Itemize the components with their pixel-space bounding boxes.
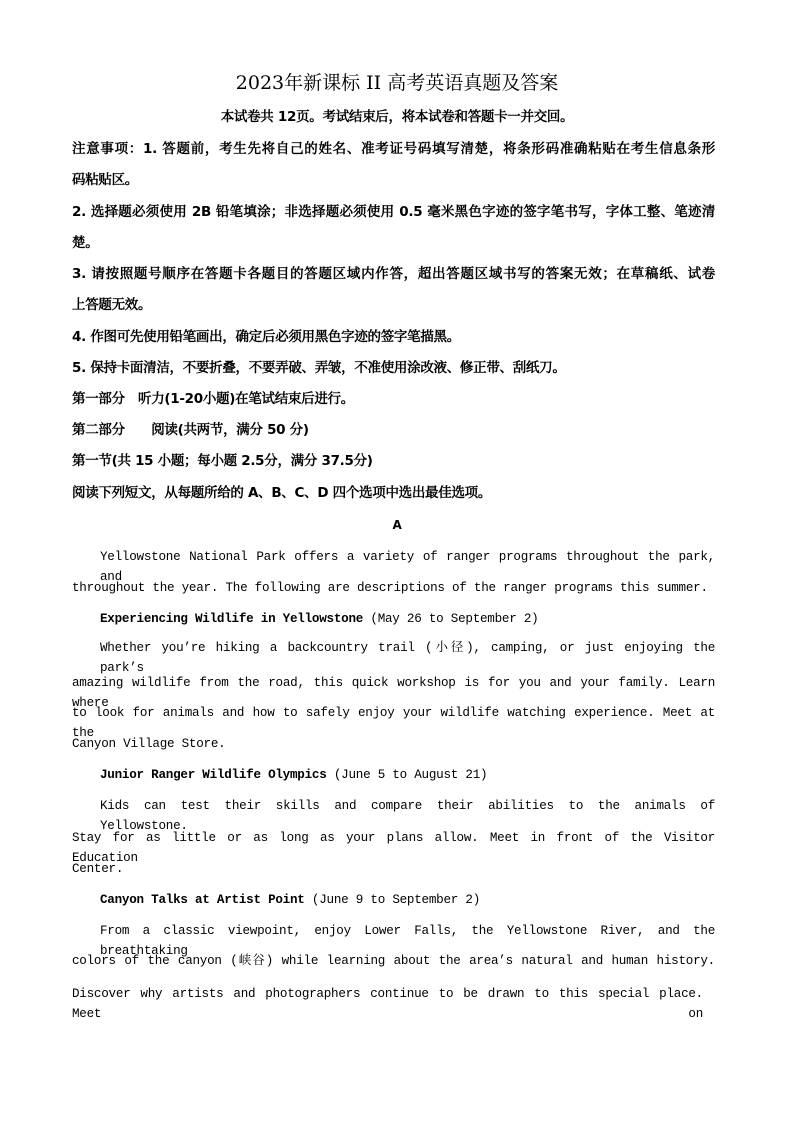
subtitle: 本试卷共 12页。考试结束后，将本试卷和答题卡一并交回。 (220, 109, 574, 125)
program-name: Junior Ranger Wildlife Olympics (100, 768, 327, 782)
program-heading-3 (72, 890, 715, 910)
program-1-line-3: to look for animals and how to safely enjoy your wildlife watching experience. Meet at the (72, 706, 715, 740)
section-1-heading: 第一节(共 15 小题；每小题 2.5分，满分 37.5分) (72, 453, 373, 469)
program-1-line-1: Whether you’re hiking a backcountry trail (小径), camping, or just enjoying the park’s (100, 641, 715, 675)
program-dates: (June 9 to September 2) (304, 893, 481, 907)
note-1-line-2: 码粘贴区。 (72, 172, 138, 188)
note-2-line-2: 楚。 (72, 235, 99, 251)
note-5: 5. 保持卡面清洁，不要折叠，不要弄破、弄皱，不准使用涂改液、修正带、刮纸刀。 (72, 360, 566, 376)
program-heading-2 (72, 765, 715, 785)
program-dates: (May 26 to September 2) (363, 612, 539, 626)
program-2-line-1: Kids can test their skills and compare their abilities to the animals of Yellowstone. (100, 799, 715, 833)
note-1-line-1: 注意事项：1. 答题前，考生先将自己的姓名、准考证号码填写清楚，将条形码准确粘贴在考生信息条形 (72, 141, 715, 157)
reading-instruction: 阅读下列短文，从每题所给的 A、B、C、D 四个选项中选出最佳选项。 (72, 485, 492, 501)
part-1-heading: 第一部分 听力(1-20小题)在笔试结束后进行。 (72, 391, 354, 407)
program-3-line-1: From a classic viewpoint, enjoy Lower Falls, the Yellowstone River, and the breathtaking (100, 924, 715, 958)
program-3-line-2: colors of the canyon (峡谷) while learning about the area’s natural and human history. (72, 954, 715, 968)
program-2-line-3: Center. (72, 862, 124, 876)
intro-line-2: throughout the year. The following are descriptions of the ranger programs this summer. (72, 581, 708, 595)
part-2-heading: 第二部分 阅读(共两节，满分 50 分) (72, 422, 309, 438)
note-3-line-2: 上答题无效。 (72, 297, 152, 313)
program-3-line-3: Discover why artists and photographers continue to be drawn to this special place. Meet on (72, 987, 703, 1021)
program-dates: (June 5 to August 21) (326, 768, 488, 782)
program-1-line-2: amazing wildlife from the road, this quick workshop is for you and your family. Learn where (72, 676, 715, 710)
program-heading-1 (72, 609, 715, 629)
page-title: 2023年新课标 II 高考英语真题及答案 (235, 72, 559, 94)
passage-label: A (392, 518, 402, 532)
note-2-line-1: 2. 选择题必须使用 2B 铅笔填涂；非选择题必须使用 0.5 毫米黑色字迹的签字笔书写，字体工整、笔迹清 (72, 204, 715, 220)
program-name: Canyon Talks at Artist Point (100, 893, 305, 907)
program-name: Experiencing Wildlife in Yellowstone (100, 612, 364, 626)
note-3-line-1: 3. 请按照题号顺序在答题卡各题目的答题区域内作答，超出答题区域书写的答案无效；在草稿纸、试卷 (72, 266, 715, 282)
program-2-line-2: Stay for as little or as long as your plans allow. Meet in front of the Visitor Education (72, 831, 715, 865)
note-4: 4. 作图可先使用铅笔画出，确定后必须用黑色字迹的签字笔描黑。 (72, 329, 460, 345)
program-1-line-4: Canyon Village Store. (72, 737, 226, 751)
intro-line-1: Yellowstone National Park offers a variety of ranger programs throughout the park, and (100, 550, 715, 584)
